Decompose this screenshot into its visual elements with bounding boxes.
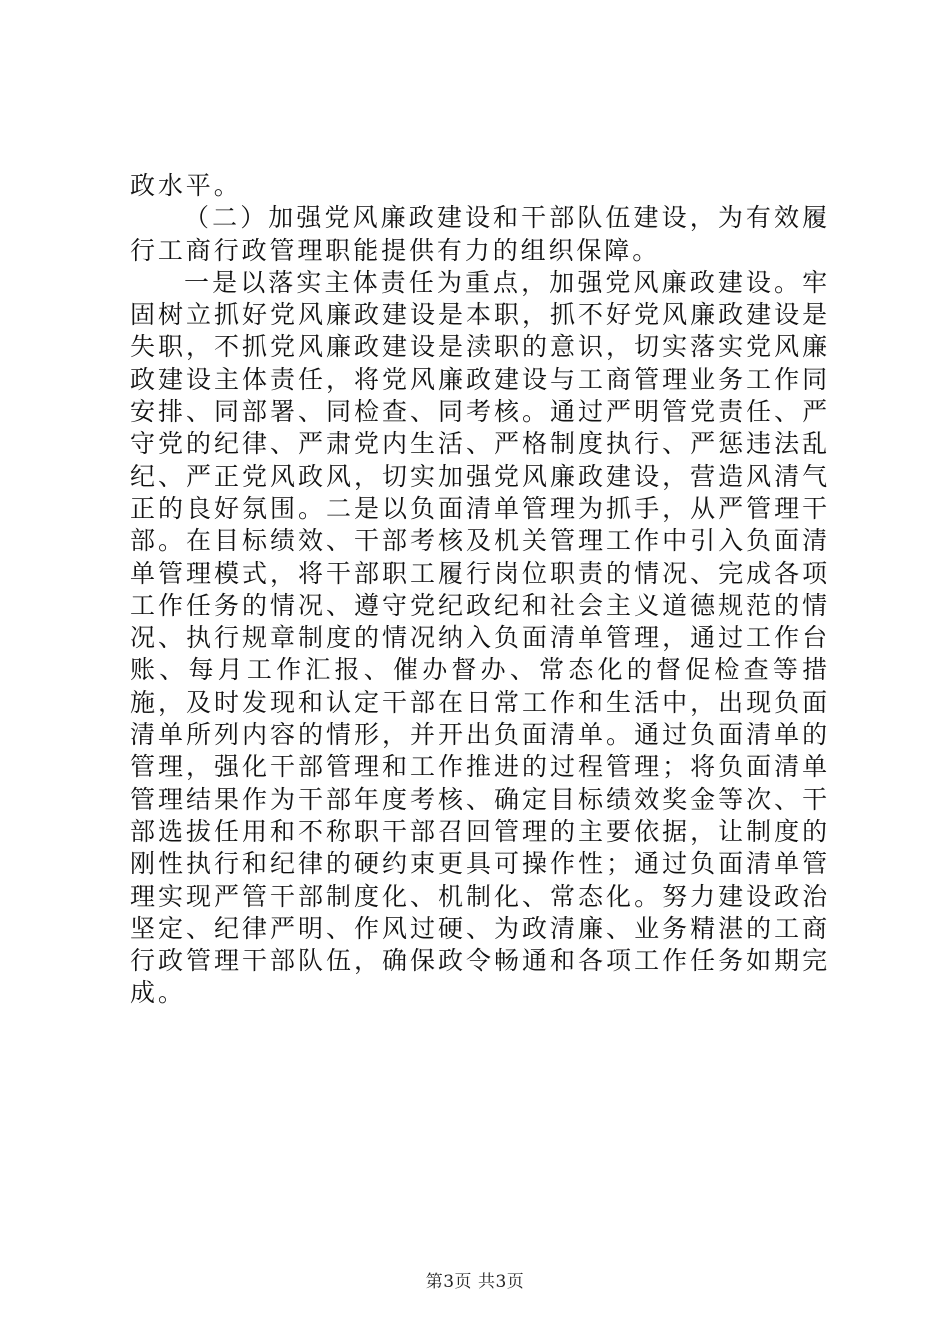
paragraph-continuation: 政水平。 xyxy=(130,171,242,200)
document-body xyxy=(130,170,830,1010)
page-number-footer: 第3页 共3页 xyxy=(425,1272,525,1292)
section-heading-paragraph: （二）加强党风廉政建设和干部队伍建设，为有效履行工商行政管理职能提供有力的组织保障。 xyxy=(130,203,830,265)
body-paragraph: 一是以落实主体责任为重点，加强党风廉政建设。牢固树立抓好党风廉政建设是本职，抓不好党风廉政建设是失职，不抓党风廉政建设是渎职的意识，切实落实党风廉政建设主体责任，将党风廉政建设与工商管理业务工作同安排、同部署、同检查、同考核。通过严明管党责任、严守党的纪律、严肃党内生活、严格制度执行、严惩违法乱纪、严正党风政风，切实加强党风廉政建设，营造风清气正的良好氛围。二是以负面清单管理为抓手，从严管理干部。在目标绩效、干部考核及机关管理工作中引入负面清单管理模式，将干部职工履行岗位职责的情况、完成各项工作任务的情况、遵守党纪政纪和社会主义道德规范的情况、执行规章制度的情况纳入负面清单管理，通过工作台账、每月工作汇报、催办督办、常态化的督促检查等措施，及时发现和认定干部在日常工作和生活中，出现负面清单所列内容的情形，并开出负面清单。通过负面清单的管理，强化干部管理和工作推进的过程管理；将负面清单管理结果作为干部年度考核、确定目标绩效奖金等次、干部选拔任用和不称职干部召回管理的主要依据，让制度的刚性执行和纪律的硬约束更具可操作性；通过负面清单管理实现严管干部制度化、机制化、常态化。努力建设政治坚定、纪律严明、作风过硬、为政清廉、业务精湛的工商行政管理干部队伍，确保政令畅通和各项工作任务如期完成。 xyxy=(130,267,830,1008)
